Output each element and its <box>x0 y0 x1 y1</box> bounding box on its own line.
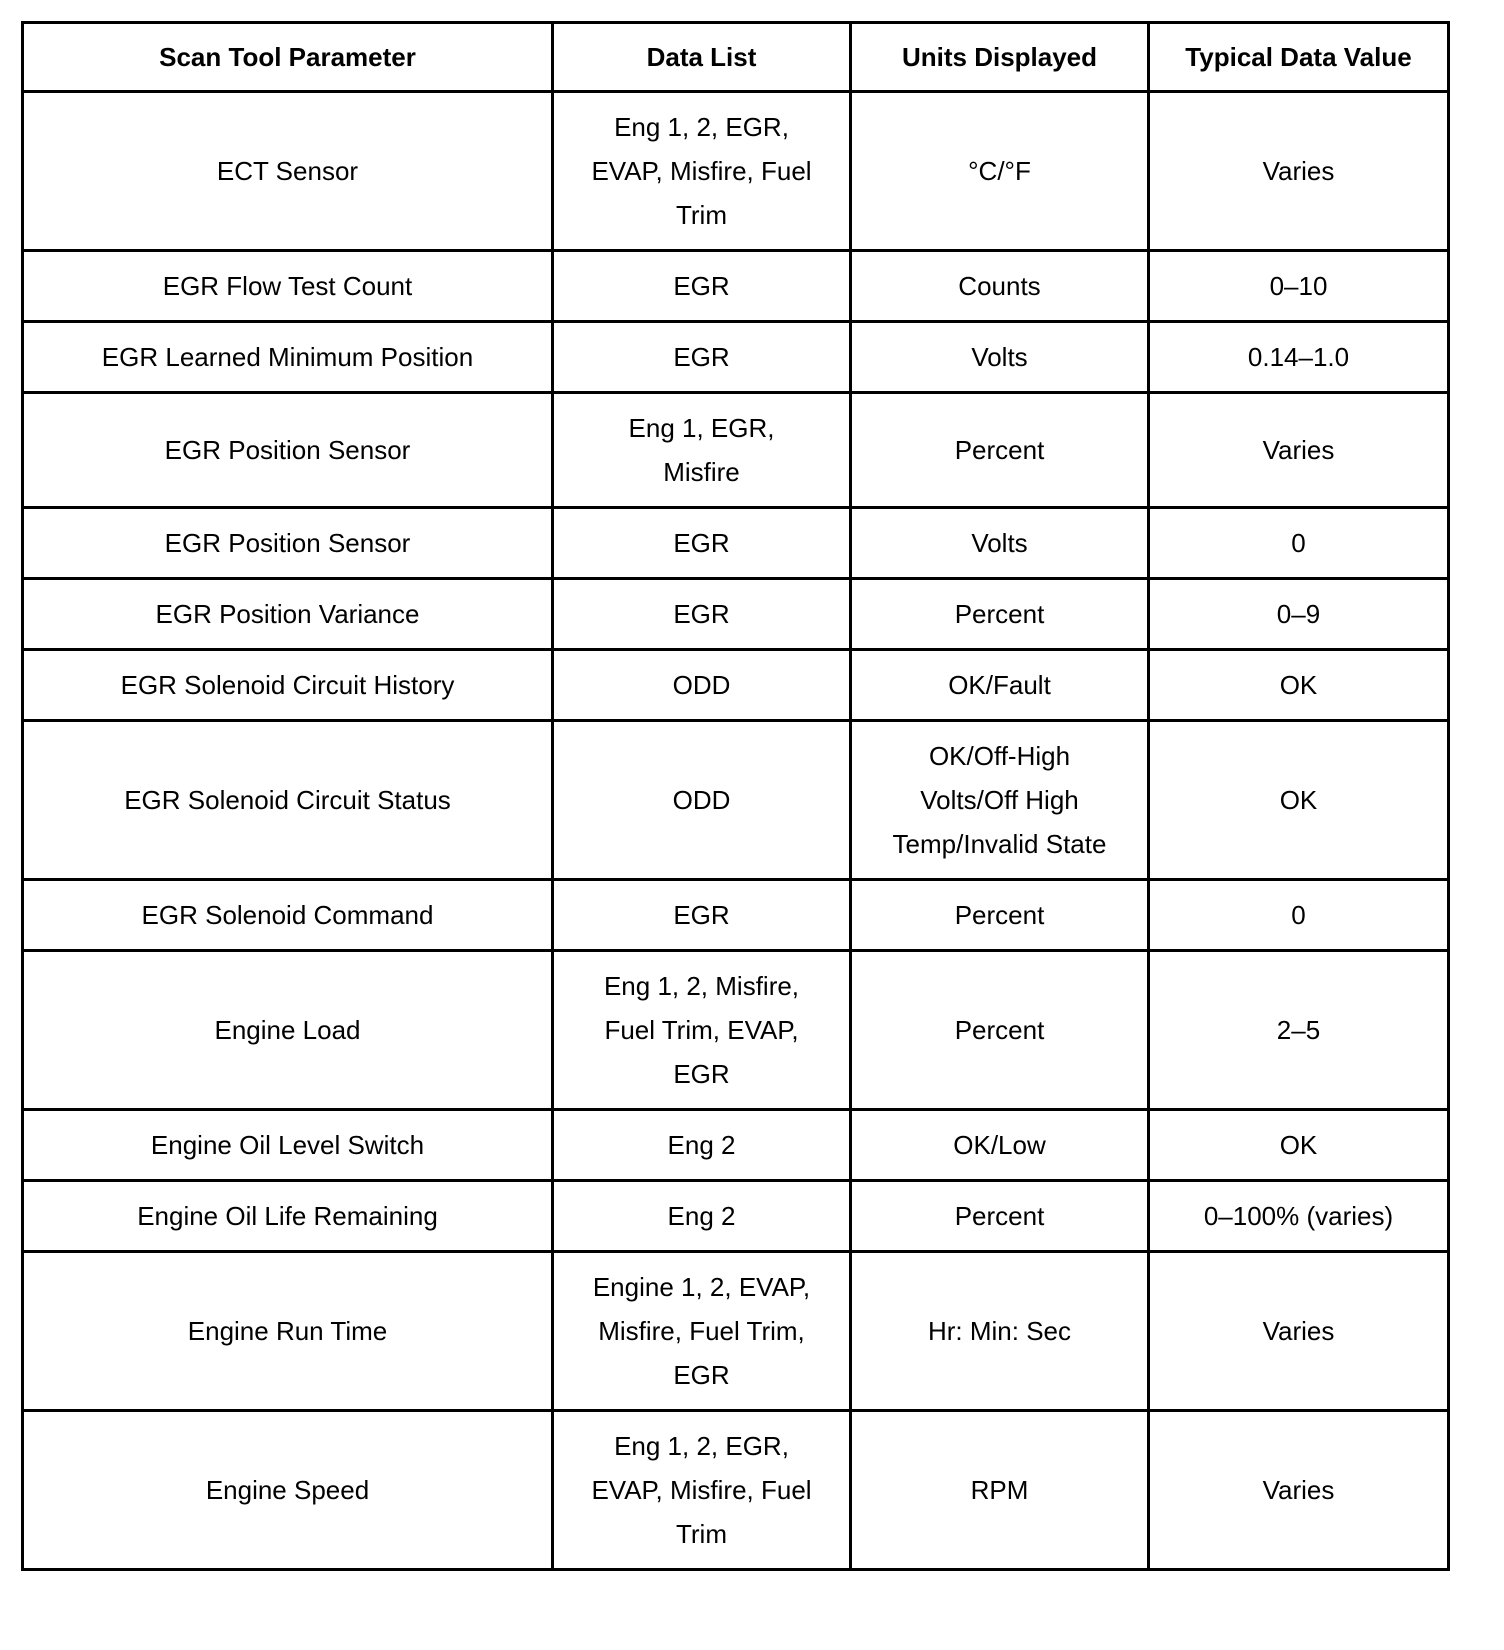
cell-typical-data-value: Varies <box>1149 1411 1449 1570</box>
table-row <box>23 393 1449 508</box>
cell-units-displayed <box>851 1252 1149 1411</box>
table-row <box>23 650 1449 721</box>
table-header <box>23 23 1449 92</box>
cell-line: EGR <box>673 528 730 558</box>
cell-line: Trim <box>675 200 727 230</box>
cell-data-list <box>553 650 851 721</box>
cell-line: Eng 1, 2, EGR, <box>614 112 789 142</box>
cell-typical-data-value: 0–9 <box>1149 579 1449 650</box>
cell-line: Eng 2 <box>667 1130 736 1160</box>
cell-units-displayed <box>851 92 1149 251</box>
header-units-displayed: Units Displayed <box>851 23 1149 92</box>
cell-typical-data-value: 0 <box>1149 880 1449 951</box>
cell-data-list <box>553 322 851 393</box>
table-row <box>23 1110 1449 1181</box>
cell-line: Trim <box>675 1519 727 1549</box>
cell-line: Temp/Invalid State <box>892 829 1107 859</box>
cell-typical-data-value: 0 <box>1149 508 1449 579</box>
cell-scan-tool-parameter: Engine Oil Life Remaining <box>23 1181 553 1252</box>
cell-data-list <box>553 1181 851 1252</box>
cell-line: EGR <box>673 271 730 301</box>
cell-scan-tool-parameter: EGR Position Variance <box>23 579 553 650</box>
document-page <box>21 21 1447 1571</box>
cell-line: EGR <box>673 599 730 629</box>
cell-line: OK/Fault <box>948 670 1051 700</box>
header-scan-tool-parameter: Scan Tool Parameter <box>23 23 553 92</box>
cell-line: Engine 1, 2, EVAP, <box>592 1272 811 1302</box>
cell-line: °C/°F <box>968 156 1031 186</box>
cell-data-list <box>553 951 851 1110</box>
header-data-list: Data List <box>553 23 851 92</box>
cell-line: EGR <box>673 342 730 372</box>
cell-line: Eng 2 <box>667 1201 736 1231</box>
cell-line: Percent <box>954 900 1045 930</box>
cell-line: Counts <box>958 271 1041 301</box>
cell-scan-tool-parameter: EGR Solenoid Circuit History <box>23 650 553 721</box>
cell-data-list <box>553 1411 851 1570</box>
cell-units-displayed <box>851 1110 1149 1181</box>
cell-typical-data-value: Varies <box>1149 1252 1449 1411</box>
cell-typical-data-value: Varies <box>1149 393 1449 508</box>
header-row <box>23 23 1449 92</box>
cell-line: OK/Off-High <box>928 741 1071 771</box>
cell-units-displayed <box>851 508 1149 579</box>
cell-units-displayed <box>851 251 1149 322</box>
table-row <box>23 322 1449 393</box>
cell-typical-data-value: 0.14–1.0 <box>1149 322 1449 393</box>
header-typical-data-value: Typical Data Value <box>1149 23 1449 92</box>
cell-line: EGR <box>673 900 730 930</box>
cell-data-list <box>553 393 851 508</box>
cell-scan-tool-parameter: Engine Oil Level Switch <box>23 1110 553 1181</box>
cell-line: EVAP, Misfire, Fuel <box>591 1475 812 1505</box>
cell-units-displayed <box>851 650 1149 721</box>
cell-line: EVAP, Misfire, Fuel <box>591 156 812 186</box>
cell-line: Percent <box>954 599 1045 629</box>
cell-scan-tool-parameter: EGR Solenoid Command <box>23 880 553 951</box>
cell-line: Volts <box>971 528 1028 558</box>
cell-data-list <box>553 1110 851 1181</box>
cell-units-displayed <box>851 393 1149 508</box>
cell-line: Eng 1, 2, EGR, <box>614 1431 789 1461</box>
cell-typical-data-value: Varies <box>1149 92 1449 251</box>
cell-scan-tool-parameter: EGR Position Sensor <box>23 508 553 579</box>
cell-line: EGR <box>673 1360 730 1390</box>
cell-line: OK/Low <box>953 1130 1046 1160</box>
cell-units-displayed <box>851 880 1149 951</box>
table-row <box>23 1252 1449 1411</box>
cell-line: Misfire, Fuel Trim, <box>598 1316 805 1346</box>
table-row <box>23 1181 1449 1252</box>
cell-scan-tool-parameter: EGR Flow Test Count <box>23 251 553 322</box>
table-body <box>23 92 1449 1570</box>
cell-data-list <box>553 880 851 951</box>
cell-scan-tool-parameter: Engine Load <box>23 951 553 1110</box>
cell-scan-tool-parameter: Engine Speed <box>23 1411 553 1570</box>
table-row <box>23 880 1449 951</box>
table-row <box>23 579 1449 650</box>
cell-line: ODD <box>672 670 731 700</box>
table-row <box>23 251 1449 322</box>
table-row <box>23 951 1449 1110</box>
cell-units-displayed <box>851 951 1149 1110</box>
cell-line: Eng 1, EGR, <box>628 413 775 443</box>
cell-line: Misfire <box>663 457 740 487</box>
cell-typical-data-value: OK <box>1149 650 1449 721</box>
cell-data-list <box>553 508 851 579</box>
cell-scan-tool-parameter: EGR Learned Minimum Position <box>23 322 553 393</box>
cell-typical-data-value: 0–10 <box>1149 251 1449 322</box>
cell-line: ODD <box>672 785 731 815</box>
cell-line: EGR <box>673 1059 730 1089</box>
table-row <box>23 508 1449 579</box>
cell-scan-tool-parameter: EGR Solenoid Circuit Status <box>23 721 553 880</box>
cell-typical-data-value: OK <box>1149 721 1449 880</box>
cell-typical-data-value: 2–5 <box>1149 951 1449 1110</box>
cell-typical-data-value: 0–100% (varies) <box>1149 1181 1449 1252</box>
cell-line: RPM <box>970 1475 1029 1505</box>
table-row <box>23 1411 1449 1570</box>
cell-units-displayed <box>851 579 1149 650</box>
cell-line: Volts <box>971 342 1028 372</box>
cell-data-list <box>553 92 851 251</box>
cell-scan-tool-parameter: Engine Run Time <box>23 1252 553 1411</box>
cell-line: Percent <box>954 1015 1045 1045</box>
cell-line: Percent <box>954 435 1045 465</box>
cell-data-list <box>553 1252 851 1411</box>
cell-data-list <box>553 721 851 880</box>
cell-line: Percent <box>954 1201 1045 1231</box>
cell-line: Eng 1, 2, Misfire, <box>603 971 800 1001</box>
cell-data-list <box>553 579 851 650</box>
cell-units-displayed <box>851 721 1149 880</box>
cell-scan-tool-parameter: ECT Sensor <box>23 92 553 251</box>
cell-line: Fuel Trim, EVAP, <box>604 1015 799 1045</box>
cell-line: Volts/Off High <box>920 785 1079 815</box>
scan-tool-data-table <box>21 21 1450 1571</box>
cell-scan-tool-parameter: EGR Position Sensor <box>23 393 553 508</box>
cell-units-displayed <box>851 1181 1149 1252</box>
cell-units-displayed <box>851 1411 1149 1570</box>
cell-data-list <box>553 251 851 322</box>
cell-typical-data-value: OK <box>1149 1110 1449 1181</box>
table-row <box>23 721 1449 880</box>
cell-line: Hr: Min: Sec <box>927 1316 1072 1346</box>
table-row <box>23 92 1449 251</box>
cell-units-displayed <box>851 322 1149 393</box>
